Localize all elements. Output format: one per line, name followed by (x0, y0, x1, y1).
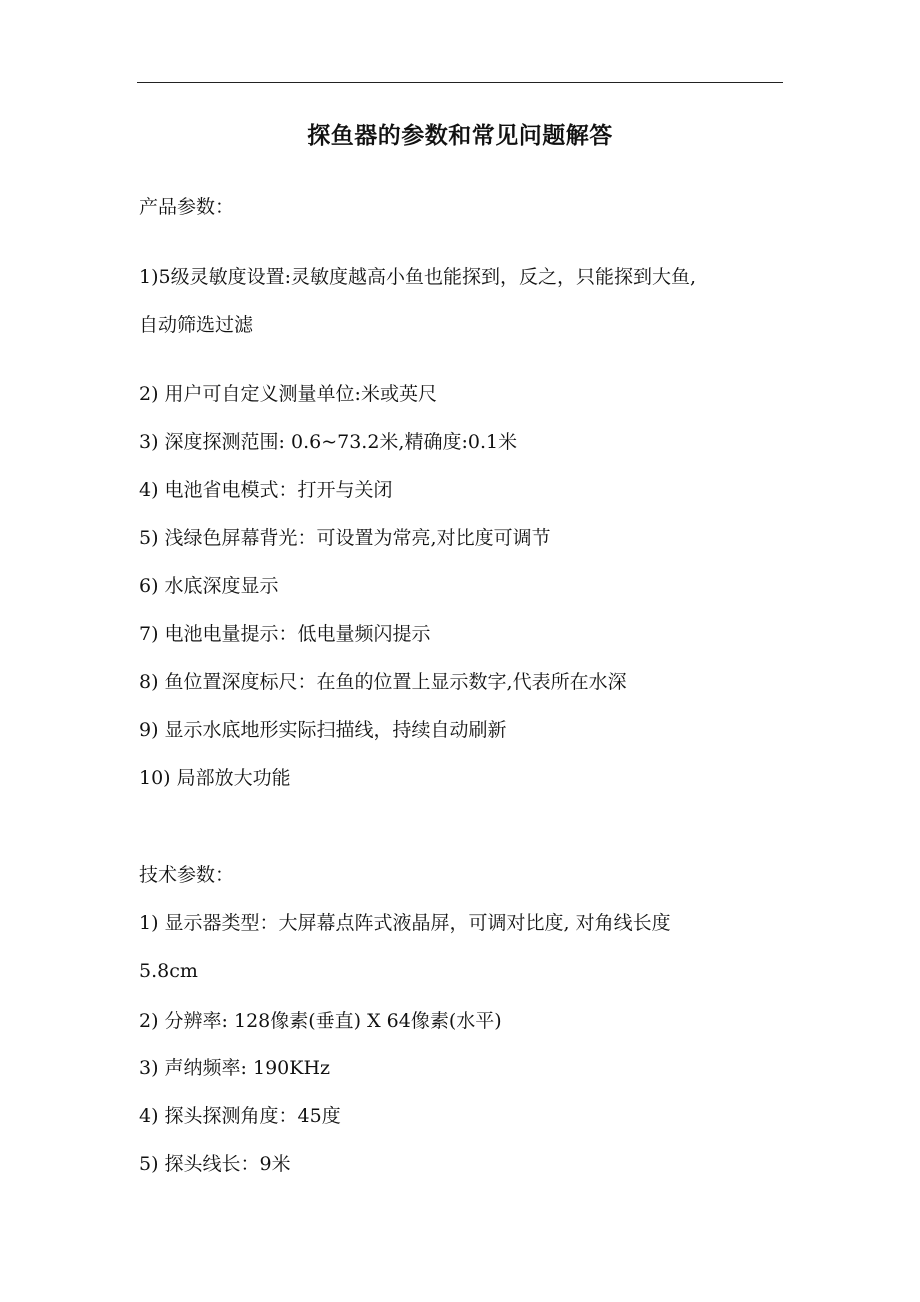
product-param-item: 8) 鱼位置深度标尺：在鱼的位置上显示数字,代表所在水深 (139, 671, 627, 693)
tech-param-item: 4) 探头探测角度：45度 (139, 1105, 341, 1127)
product-param-item: 10) 局部放大功能 (139, 767, 291, 789)
page-title: 探鱼器的参数和常见问题解答 (307, 123, 613, 149)
tech-param-item: 1) 显示器类型：大屏幕点阵式液晶屏，可调对比度, 对角线长度 (139, 912, 671, 934)
product-param-item: 6) 水底深度显示 (139, 575, 279, 597)
product-param-item: 7) 电池电量提示：低电量频闪提示 (139, 623, 431, 645)
product-param-item: 2) 用户可自定义测量单位:米或英尺 (139, 383, 437, 405)
tech-param-item: 2) 分辨率: 128像素(垂直) X 64像素(水平) (139, 1010, 502, 1032)
tech-param-item: 5.8cm (139, 960, 198, 982)
tech-params-heading: 技术参数： (139, 864, 235, 886)
product-param-item: 1)5级灵敏度设置:灵敏度越高小鱼也能探到，反之，只能探到大鱼, (139, 266, 697, 288)
product-params-heading: 产品参数： (139, 196, 235, 218)
product-param-item: 5) 浅绿色屏幕背光：可设置为常亮,对比度可调节 (139, 527, 551, 549)
product-param-item: 自动筛选过滤 (139, 314, 254, 336)
product-param-item: 4) 电池省电模式：打开与关闭 (139, 479, 393, 501)
tech-param-item: 3) 声纳频率: 190KHz (139, 1057, 331, 1079)
header-rule (137, 82, 783, 83)
product-param-item: 3) 深度探测范围: 0.6~73.2米,精确度:0.1米 (139, 431, 518, 453)
product-param-item: 9) 显示水底地形实际扫描线，持续自动刷新 (139, 719, 507, 741)
tech-param-item: 5) 探头线长：9米 (139, 1153, 291, 1175)
